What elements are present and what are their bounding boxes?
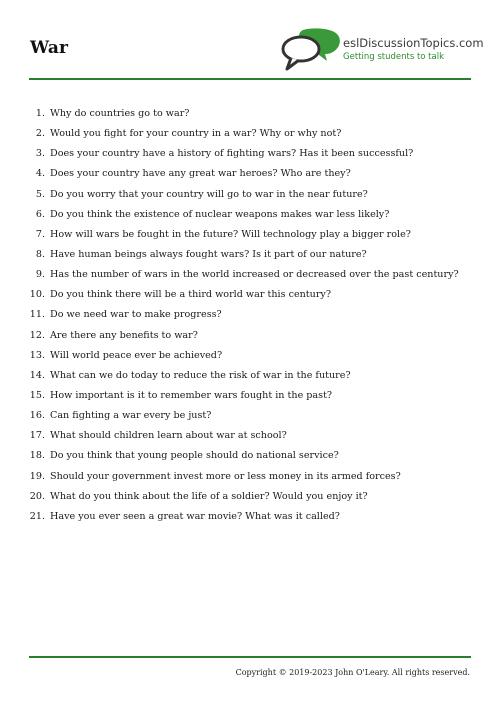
question-number: 8. — [35, 248, 45, 260]
question-text: What should children learn about war at school? — [50, 430, 287, 442]
list-item — [29, 248, 469, 268]
question-number: 15. — [29, 389, 45, 401]
list-item — [29, 470, 469, 490]
question-text: Will world peace ever be achieved? — [50, 349, 223, 361]
question-text: Do we need war to make progress? — [50, 309, 222, 321]
list-item — [29, 308, 469, 328]
question-text: Have you ever seen a great war movie? What was it called? — [50, 510, 340, 522]
question-text: Do you think that young people should do national service? — [50, 450, 339, 462]
list-item — [29, 349, 469, 369]
question-text: Should your government invest more or less money in its armed forces? — [50, 470, 401, 482]
list-item — [29, 409, 469, 429]
logo-site-name: eslDiscussionTopics.com — [343, 36, 484, 50]
question-number: 7. — [35, 228, 45, 240]
question-text: Why do countries go to war? — [50, 108, 190, 119]
question-text: Do you think there will be a third world war this century? — [50, 289, 331, 301]
question-text: What can we do today to reduce the risk of war in the future? — [50, 369, 351, 381]
question-number: 16. — [29, 410, 45, 422]
list-item — [29, 228, 469, 248]
list-item — [29, 268, 469, 288]
list-item — [29, 449, 469, 469]
question-number: 19. — [29, 470, 45, 482]
question-number: 13. — [29, 349, 45, 361]
question-text: Does your country have any great war heroes? Who are they? — [50, 168, 351, 180]
question-text: Are there any benefits to war? — [50, 329, 198, 341]
question-text: Do you think the existence of nuclear weapons makes war less likely? — [50, 208, 390, 220]
question-number: 3. — [35, 148, 45, 160]
question-text: How important is it to remember wars fought in the past? — [50, 389, 333, 401]
question-text: Do you worry that your country will go to war in the near future? — [50, 188, 368, 200]
question-number: 17. — [29, 430, 45, 442]
question-number: 1. — [35, 108, 45, 119]
question-number: 12. — [29, 329, 45, 341]
list-item — [29, 127, 469, 147]
question-text: Has the number of wars in the world increased or decreased over the past century? — [50, 269, 459, 281]
page-title: War — [30, 38, 69, 58]
question-text: Can fighting a war every be just? — [50, 410, 212, 422]
question-list — [29, 107, 469, 530]
question-number: 10. — [29, 289, 45, 301]
footer-divider — [29, 656, 471, 658]
list-item — [29, 490, 469, 510]
question-number: 9. — [35, 269, 45, 281]
question-text: Would you fight for your country in a war? Why or why not? — [50, 128, 342, 140]
speech-bubbles-icon — [281, 28, 343, 72]
question-number: 11. — [29, 309, 45, 321]
list-item — [29, 510, 469, 530]
list-item — [29, 147, 469, 167]
question-text: What do you think about the life of a soldier? Would you enjoy it? — [50, 490, 368, 502]
list-item — [29, 329, 469, 349]
site-logo[interactable] — [281, 28, 484, 72]
list-item — [29, 369, 469, 389]
question-number: 21. — [29, 510, 45, 522]
question-text: How will wars be fought in the future? Will technology play a bigger role? — [50, 228, 411, 240]
question-text: Does your country have a history of fighting wars? Has it been successful? — [50, 148, 414, 160]
question-text: Have human beings always fought wars? Is it part of our nature? — [50, 248, 367, 260]
list-item — [29, 208, 469, 228]
logo-tagline: Getting students to talk — [343, 52, 445, 62]
list-item — [29, 389, 469, 409]
question-number: 2. — [35, 128, 45, 140]
list-item — [29, 288, 469, 308]
list-item — [29, 188, 469, 208]
header-divider — [29, 78, 471, 80]
question-number: 14. — [29, 369, 45, 381]
question-number: 4. — [35, 168, 45, 180]
copyright-text: Copyright © 2019-2023 John O'Leary. All rights reserved. — [235, 668, 470, 677]
list-item — [29, 429, 469, 449]
list-item — [29, 107, 469, 127]
list-item — [29, 167, 469, 187]
question-number: 6. — [35, 208, 45, 220]
question-number: 5. — [35, 188, 45, 200]
question-number: 20. — [29, 490, 45, 502]
question-number: 18. — [29, 450, 45, 462]
